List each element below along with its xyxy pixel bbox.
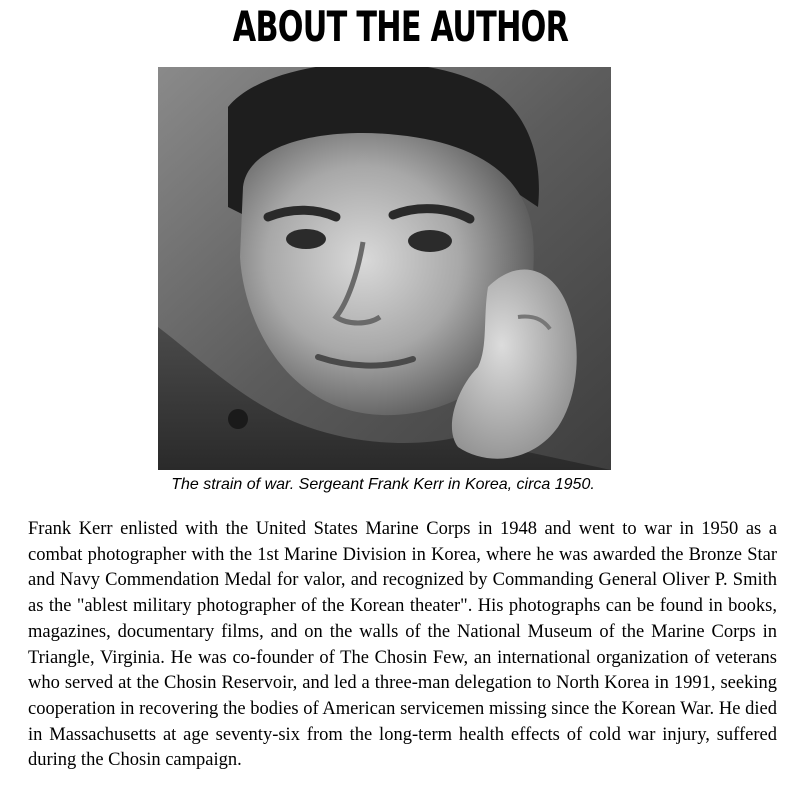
author-portrait-photo [158,67,611,470]
portrait-illustration [158,67,611,470]
page-title: ABOUT THE AUTHOR [232,2,569,51]
photo-caption: The strain of war. Sergeant Frank Kerr in Korea, circa 1950. [171,476,595,493]
author-biography: Frank Kerr enlisted with the United States Marine Corps in 1948 and went to war in 1950 as a combat photographer with the 1st Marine Division in Korea, where he was awarded the Bronze Star and Navy Commendation Medal for valor, and recognized by Commanding General Oliver P. Smith as the "ablest military photographer of the Korean theater". His photographs can be found in books, magazines, documentary films, and on the walls of the National Museum of the Marine Corps in Triangle, Virginia. He was co-founder of The Chosin Few, an international organization of veterans who served at the Chosin Reservoir, and led a three-man delegation to North Korea in 1991, seeking cooperation in recovering the bodies of American servicemen missing since the Korean War. He died in Massachusetts at age seventy-six from the long-term health effects of cold war injury, suffered during the Chosin campaign. [28,519,777,771]
